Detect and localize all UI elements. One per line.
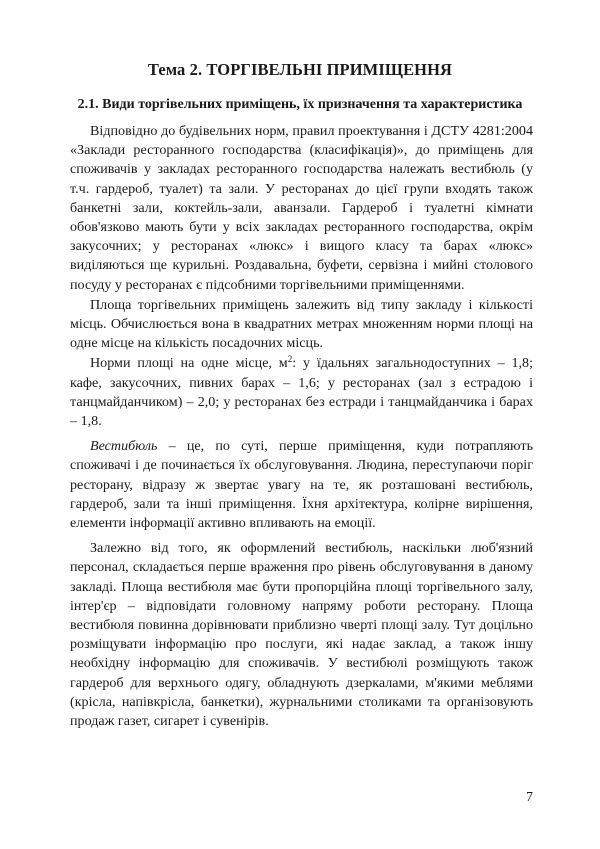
section-title: 2.1. Види торгівельних приміщень, їх призначення та характеристика	[77, 97, 523, 112]
paragraph-3	[70, 354, 533, 431]
paragraph-5: Залежно від того, як оформлений вестибюль, наскільки люб'язний персонал, складається перше враження про рівень обслуговування в даному закладі. Площа вестибюля має бути пропорційна площі торгівельного залу, інтер'єр – відповідати головному напряму роботи ресторану. Площа вестибюля повинна дорівнювати приблизно чверті площі залу. Тут доцільно розміщувати інформацію про послуги, які надає заклад, а також іншу необхідну інформацію для споживачів. У вестибюлі розміщують також гардероб для верхнього одягу, обладнують дзеркалами, м'якими меблями (крісла, напівкрісла, банкетки), журнальними столиками та організовують продаж газет, сигарет і сувенірів.	[70, 540, 533, 730]
page-number: 7	[526, 790, 533, 805]
vestibule-term: Вестибюль	[90, 438, 158, 455]
chapter-title: Тема 2. ТОРГІВЕЛЬНІ ПРИМІЩЕННЯ	[147, 60, 453, 79]
square-superscript: 2	[287, 354, 293, 365]
paragraph-4	[70, 437, 533, 533]
paragraph-1: Відповідно до будівельних норм, правил проектування і ДСТУ 4281:2004 «Заклади ресторанного господарства (класифікація)», до приміщень для споживачів у закладах ресторанного господарства належать вестибюль (у т.ч. гардероб, туалет) та зали. У ресторанах до цієї групи входять також банкетні зали, коктейль-зали, аванзали. Гардероб і туалетні кімнати обов'язково мають бути у всіх закладах ресторанного господарства, окрім закусочних; у ресторанах «люкс» і вищого класу та барах «люкс» виділяються ще курильні. Роздавальна, буфети, сервізна і мийні столового посуду у ресторанах є підсобними торгівельними приміщеннями.	[70, 123, 533, 293]
area-norms-text: : у їдальнях загальнодоступних – 1,8; кафе, закусочних, пивних барах – 1,6; у ресторанах (зал з естрадою і танцмайданчиком) – 2,0; у ресторанах без естради і танцмайданчика і барах – 1,8.	[70, 355, 533, 430]
vestibule-definition: – це, по суті, перше приміщення, куди потрапляють споживачі і де починається їх обслуговування. Людина, переступаючи поріг ресторану, відразу ж звертає увагу на те, як розташовані вестибюль, гардероб, зали та інші приміщення. Їхня архітектура, колірне вирішення, елементи інформації активно впливають на емоції.	[70, 438, 533, 532]
paragraph-2: Площа торгівельних приміщень залежить від типу закладу і кількості місць. Обчислюється вона в квадратних метрах множенням норми площі на одне місце на кількість посадочних місць.	[70, 296, 533, 352]
area-norms-lead: Норми площі на одне місце, м	[90, 355, 288, 372]
body-text	[70, 122, 533, 731]
